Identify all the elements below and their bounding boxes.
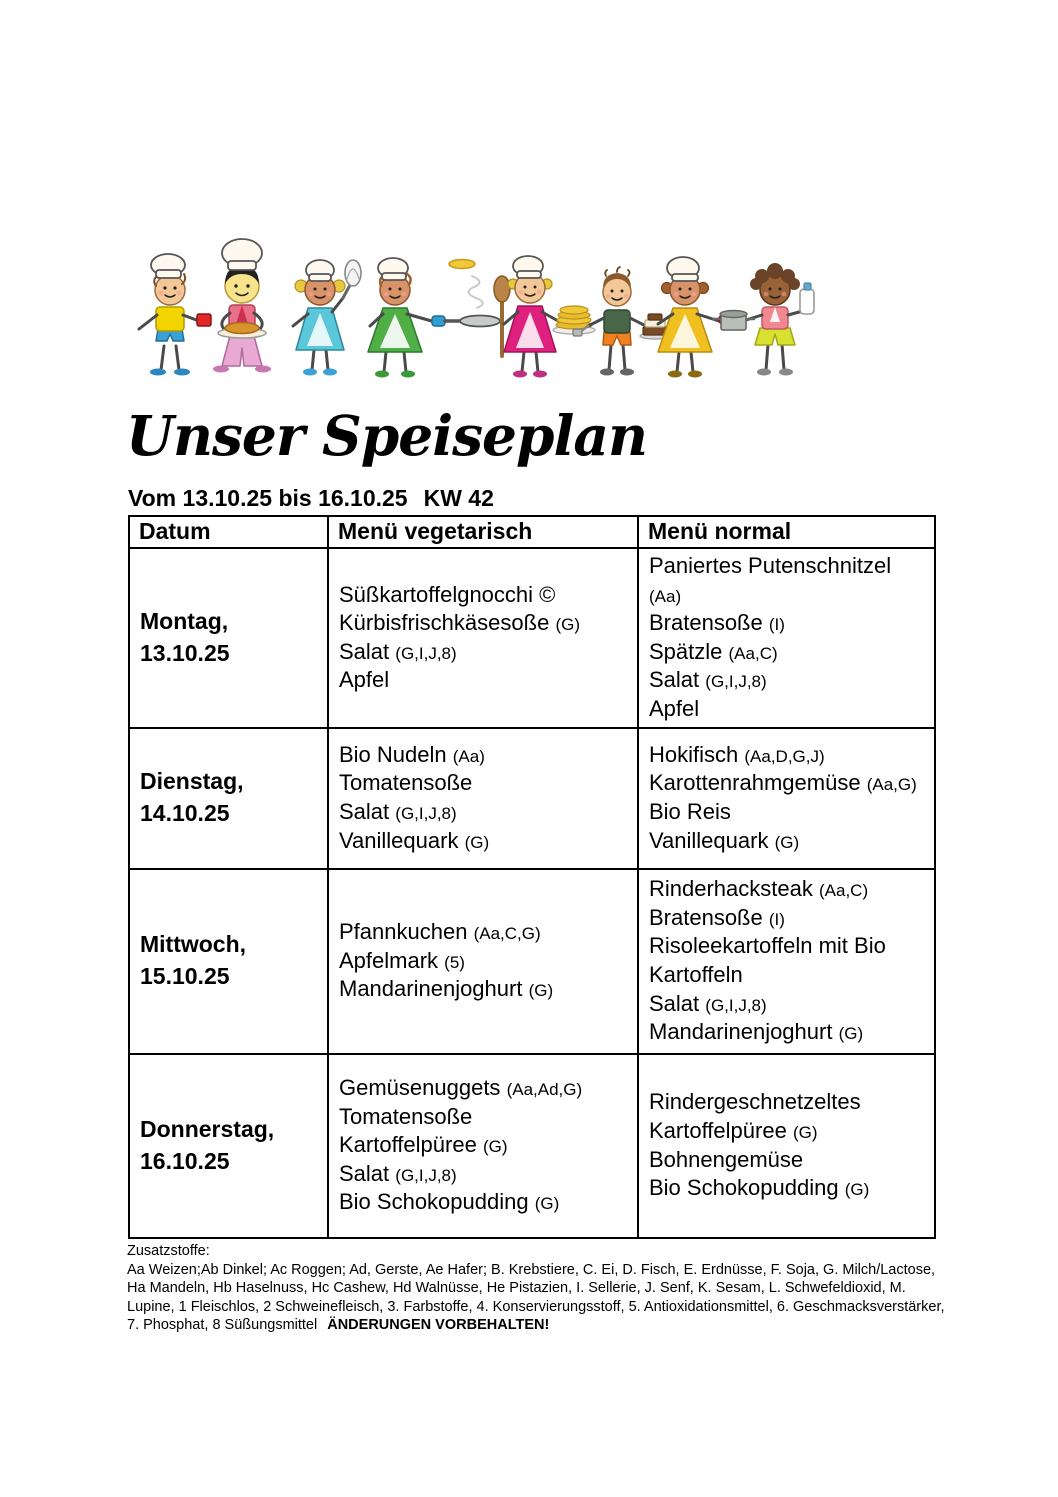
normal-menu-cell (638, 728, 935, 869)
allergen-codes: (G) (555, 615, 580, 635)
menu-item: Spätzle (Aa,C) (649, 638, 778, 664)
day-date: 15.10.25 (140, 963, 230, 990)
allergen-codes: (G) (528, 981, 554, 1001)
menu-item: Salat (G,I,J,8) (339, 638, 457, 664)
menu-item: Bio Reis (649, 799, 731, 825)
menu-item: Vanillequark (G) (339, 827, 490, 853)
menu-item: Kartoffelpüree (G) (339, 1132, 508, 1158)
menu-item: Pfannkuchen (Aa,C,G) (339, 919, 541, 945)
additives-line: 7. Phosphat, 8 Süßungsmittel ÄNDERUNGEN VORBEHALTEN! (127, 1317, 550, 1334)
vegetarian-menu-cell (328, 869, 638, 1054)
menu-item: Apfelmark (5) (339, 947, 465, 973)
day-name: Montag, (140, 608, 229, 635)
allergen-codes: (G) (482, 1137, 508, 1157)
normal-menu-cell (638, 1054, 935, 1238)
allergen-codes: (G) (774, 832, 800, 852)
children-chefs-illustration (130, 228, 830, 390)
vegetarian-menu-cell (328, 728, 638, 869)
allergen-codes: (G) (838, 1024, 864, 1044)
menu-item: Salat (G,I,J,8) (339, 799, 457, 825)
menu-item: Bohnengemüse (649, 1146, 804, 1172)
menu-item: Salat (G,I,J,8) (649, 667, 767, 693)
menu-item: Salat (G,I,J,8) (649, 990, 767, 1016)
allergen-codes: (I) (768, 909, 785, 929)
day-date: 16.10.25 (140, 1147, 230, 1174)
menu-item: Vanillequark (G) (649, 827, 800, 853)
header-row (129, 516, 935, 548)
menu-item: Karottenrahmgemüse (Aa,G) (649, 770, 917, 796)
allergen-codes: (G,I,J,8) (395, 643, 457, 663)
allergen-codes: (5) (444, 952, 465, 972)
menu-item: Paniertes Putenschnitzel(Aa) (649, 553, 892, 606)
additives-legend (127, 1242, 987, 1335)
allergen-codes: (Aa) (452, 746, 485, 766)
additives-label: Zusatzstoffe: (127, 1243, 210, 1259)
normal-menu-cell (638, 869, 935, 1054)
column-header-normal: Menü normal (638, 516, 935, 548)
menu-item: Bratensoße (I) (649, 610, 785, 636)
chef-girl-pan (368, 258, 500, 378)
vegetarian-menu-cell (328, 548, 638, 728)
day-cell (129, 728, 328, 869)
menu-item: Gemüsenuggets (Aa,Ad,G) (339, 1075, 583, 1101)
date-range-text: Vom 13.10.25 bis 16.10.25 (128, 485, 408, 511)
allergen-codes: (Aa) (649, 586, 682, 606)
allergen-codes: (G,I,J,8) (395, 804, 457, 824)
table-row-dienstag (129, 728, 935, 869)
chef-girl-pie (213, 239, 271, 373)
table-row-montag (129, 548, 935, 728)
menu-item: Rinderhacksteak (Aa,C) (649, 876, 869, 902)
meal-plan-table (128, 515, 936, 1239)
table-row-donnerstag (129, 1054, 935, 1238)
table-row-mittwoch (129, 869, 935, 1054)
day-name: Mittwoch, (140, 931, 247, 958)
chef-girl-pancakes (504, 256, 595, 378)
allergen-codes: (G) (792, 1122, 818, 1142)
normal-menu-cell (638, 548, 935, 728)
menu-item: Apfel (649, 695, 700, 721)
allergen-codes: (I) (768, 615, 785, 635)
date-range (128, 485, 494, 512)
menu-item: Risoleekartoffeln mit Bio Kartoffeln (649, 933, 886, 988)
allergen-codes: (G,I,J,8) (395, 1165, 457, 1185)
menu-item: Bio Schokopudding (G) (649, 1175, 870, 1201)
menu-item: Apfel (339, 667, 390, 693)
allergen-codes: (G) (534, 1194, 560, 1214)
chef-girl-whisk (293, 260, 361, 376)
allergen-codes: (Aa,C) (819, 881, 869, 901)
menu-item: Tomatensoße (339, 1103, 473, 1129)
menu-item: Bio Schokopudding (G) (339, 1189, 560, 1215)
column-header-vegetarisch: Menü vegetarisch (328, 516, 638, 548)
additives-line: Aa Weizen;Ab Dinkel; Ac Roggen; Ad, Gerste, Ae Hafer; B. Krebstiere, C. Ei, D. Fisch, E. Erdnüsse, F. Soja, G. Milch/Lactose, (127, 1261, 936, 1278)
menu-item: Salat (G,I,J,8) (339, 1160, 457, 1186)
menu-item: Hokifisch (Aa,D,G,J) (649, 741, 825, 767)
allergen-codes: (G) (464, 832, 490, 852)
menu-item: Bio Nudeln (Aa) (339, 741, 485, 767)
week-number: KW 42 (423, 485, 494, 511)
allergen-codes: (Aa,C,G) (473, 924, 541, 944)
additives-line: Ha Mandeln, Hb Haselnuss, Hc Cashew, Hd Walnüsse, He Pistazien, I. Sellerie, J. Senf, K. Sesam, L. Schwefeldioxid, M. (127, 1280, 906, 1297)
menu-item: Süßkartoffelgnocchi © (339, 581, 556, 607)
allergen-codes: (G,I,J,8) (705, 995, 767, 1015)
day-date: 13.10.25 (140, 639, 230, 666)
allergen-codes: (Aa,D,G,J) (744, 746, 825, 766)
menu-item: Mandarinenjoghurt (G) (339, 976, 554, 1002)
day-cell (129, 1054, 328, 1238)
additives-line: Lupine, 1 Fleischlos, 2 Schweinefleisch, 3. Farbstoffe, 4. Konservierungsstoff, 5. Antioxidationsmittel, 6. Geschmacksverstärker, (127, 1298, 945, 1315)
menu-item: Mandarinenjoghurt (G) (649, 1019, 864, 1045)
day-cell (129, 869, 328, 1054)
menu-item: Kürbisfrischkäsesoße (G) (339, 610, 580, 636)
menu-item: Tomatensoße (339, 770, 473, 796)
menu-item: Bratensoße (I) (649, 904, 785, 930)
day-name: Dienstag, (140, 768, 244, 795)
allergen-codes: (Aa,C) (728, 643, 778, 663)
allergen-codes: (Aa,Ad,G) (506, 1080, 583, 1100)
column-header-datum: Datum (129, 516, 328, 548)
day-name: Donnerstag, (140, 1115, 275, 1142)
allergen-codes: (G) (844, 1180, 870, 1200)
day-cell (129, 548, 328, 728)
allergen-codes: (G,I,J,8) (705, 672, 767, 692)
menu-item: Kartoffelpüree (G) (649, 1117, 818, 1143)
allergen-codes: (Aa,G) (866, 775, 917, 795)
vegetarian-menu-cell (328, 1054, 638, 1238)
chef-girl-pot-milk (713, 263, 814, 376)
changes-reserved-warning: ÄNDERUNGEN VORBEHALTEN! (327, 1317, 550, 1334)
menu-item: Rindergeschnetzeltes (649, 1089, 861, 1115)
chef-boy-yellow (139, 254, 211, 376)
day-date: 14.10.25 (140, 800, 230, 827)
page-title: Unser Speiseplan (126, 403, 648, 468)
